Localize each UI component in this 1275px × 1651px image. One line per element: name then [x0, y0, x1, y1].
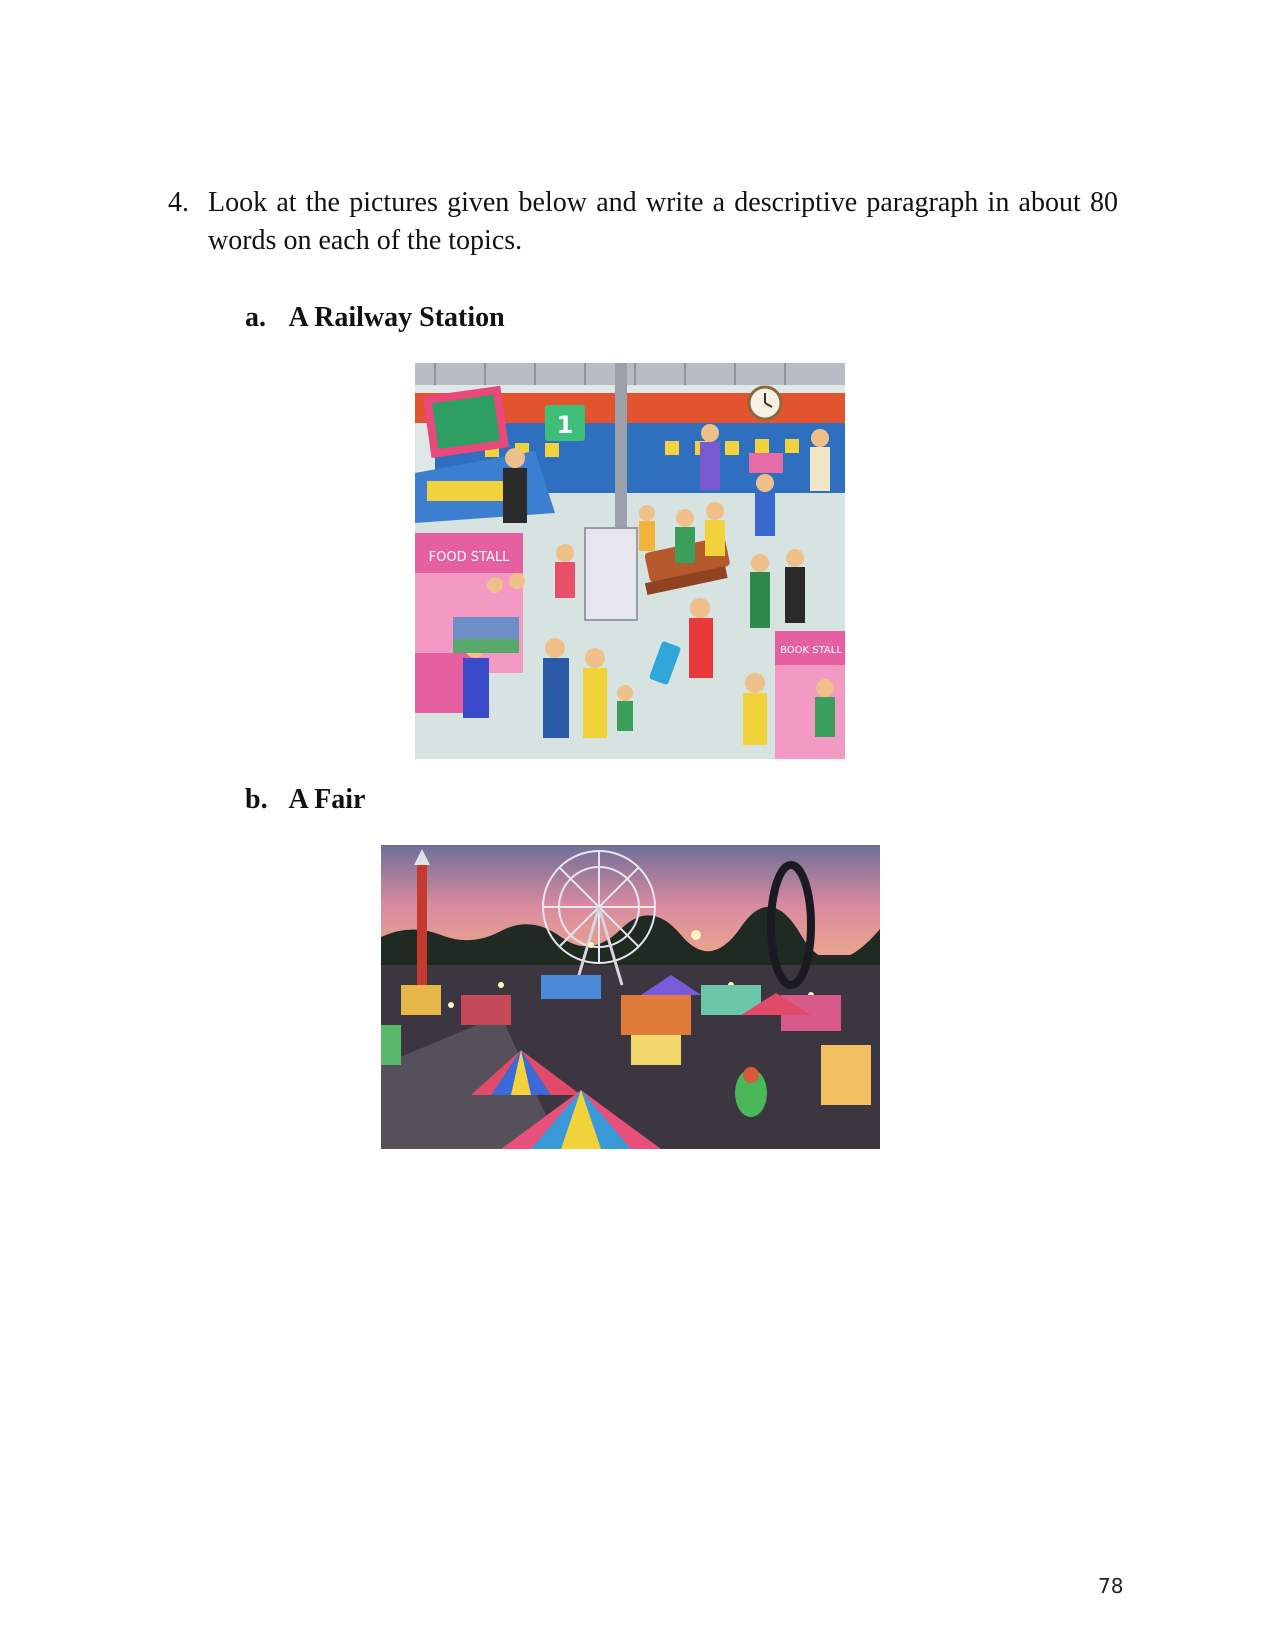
- heading-label-b: b.: [245, 784, 268, 815]
- food-stall-sign-text: FOOD STALL: [428, 550, 510, 565]
- question-text: Look at the pictures given below and write a descriptive paragraph in about 80 words on each of the topics.: [208, 187, 1118, 256]
- railway-station-illustration: [415, 363, 845, 759]
- heading-title-b: A Fair: [288, 784, 366, 815]
- platform-number-text: 1: [556, 411, 574, 439]
- question-number: 4.: [168, 187, 189, 218]
- book-stall-sign-text: BOOK STALL: [780, 645, 842, 656]
- heading-railway-station: [245, 302, 505, 334]
- question-4: [168, 184, 1118, 260]
- page-number: 78: [1098, 1574, 1124, 1598]
- heading-title-a: A Railway Station: [288, 302, 505, 333]
- fair-photo: [381, 845, 880, 1149]
- heading-label-a: a.: [245, 302, 266, 333]
- heading-fair: [245, 784, 365, 816]
